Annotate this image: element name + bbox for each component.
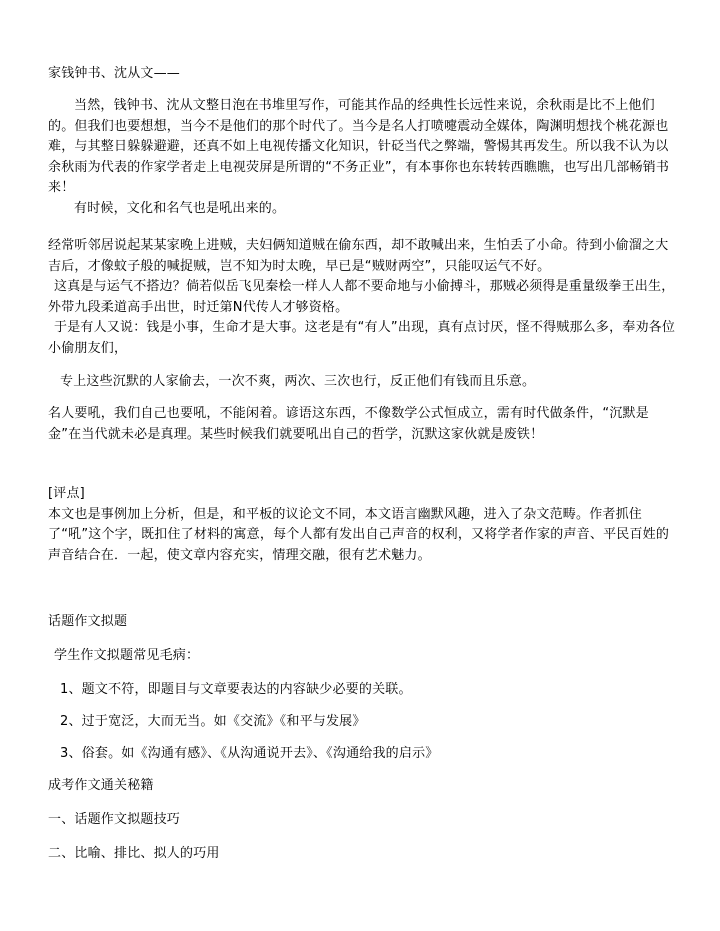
section-intro: 学生作文拟题常见毛病： [54, 648, 200, 663]
section-title: 话题作文拟题 [48, 614, 128, 629]
paragraph-4: 这真是与运气不搭边？倘若似岳飞见秦桧一样人人都不要命地与小偷搏斗，那贼必须得是重量级拳王出生，外带九段柔道高手出世，时迁第N代传人才够资格。 [48, 279, 675, 315]
heading-line: 家钱钟书、沈从文—— [48, 66, 181, 81]
essay-block [48, 96, 678, 219]
review-text: 本文也是事例加上分析，但是，和平板的议论文不同，本文语言幽默风趣，进入了杂文范畴。作者抓住了“吼”这个字，既扣住了材料的寓意，每个人都有发出自己声音的权利，又将学者作家的声音、平民百姓的声音结合在．一起，使文章内容充实，情理交融，很有艺术魅力。 [48, 506, 670, 563]
guide-title: 成考作文通关秘籍 [48, 778, 154, 793]
paragraph-3: 经常听邻居说起某某家晚上进贼，夫妇俩知道贼在偷东西，却不敢喊出来，生怕丢了小命。待到小偷溜之大吉后，才像蚊子般的喊捉贼，岂不知为时太晚，早已是“贼财两空”，只能叹运气不好。 [48, 238, 669, 274]
list-item-2: 2、过于宽泛，大而无当。如《交流》《和平与发展》 [60, 714, 366, 729]
section-heading-1: 一、话题作文拟题技巧 [48, 812, 181, 827]
paragraph-7: 名人要吼，我们自己也要吼，不能闲着。谚语这东西，不像数学公式恒成立，需有时代做条件，“沉默是金”在当代就未必是真理。某些时候我们就要吼出自己的哲学，沉默这家伙就是废铁！ [48, 406, 649, 442]
list-item-1: 1、题文不符，即题目与文章要表达的内容缺少必要的关联。 [60, 682, 412, 697]
list-item-3: 3、俗套。如《沟通有感》、《从沟通说开去》、《沟通给我的启示》 [60, 746, 439, 761]
story-block [48, 236, 678, 359]
paragraph-1: 当然，钱钟书、沈从文整日泡在书堆里写作，可能其作品的经典性长远性来说，余秋雨是比不上他们的。但我们也要想想，当今不是他们的那个时代了。当今是名人打喷嚏震动全媒体，陶渊明想找个桃花源也难，与其整日躲躲避避，还真不如上电视传播文化知识，针砭当代之弊端，警惕其再发生。所以我不认为以余秋雨为代表的作家学者走上电视荧屏是所谓的“不务正业”，有本事你也东转转西瞧瞧，也写出几部畅销书来！ [48, 98, 670, 195]
review-block [48, 484, 678, 566]
paragraph-6: 专上这些沉默的人家偷去，一次不爽，两次、三次也行，反正他们有钱而且乐意。 [60, 374, 536, 389]
paragraph-2: 有时候，文化和名气也是吼出来的。 [74, 200, 286, 216]
paragraph-5: 于是有人又说：钱是小事，生命才是大事。这老是有“有人”出现，真有点讨厌，怪不得贼那么多，奉劝各位小偷朋友们， [48, 320, 676, 356]
section-heading-2: 二、比喻、排比、拟人的巧用 [48, 846, 220, 861]
review-tag: [评点] [48, 486, 85, 501]
